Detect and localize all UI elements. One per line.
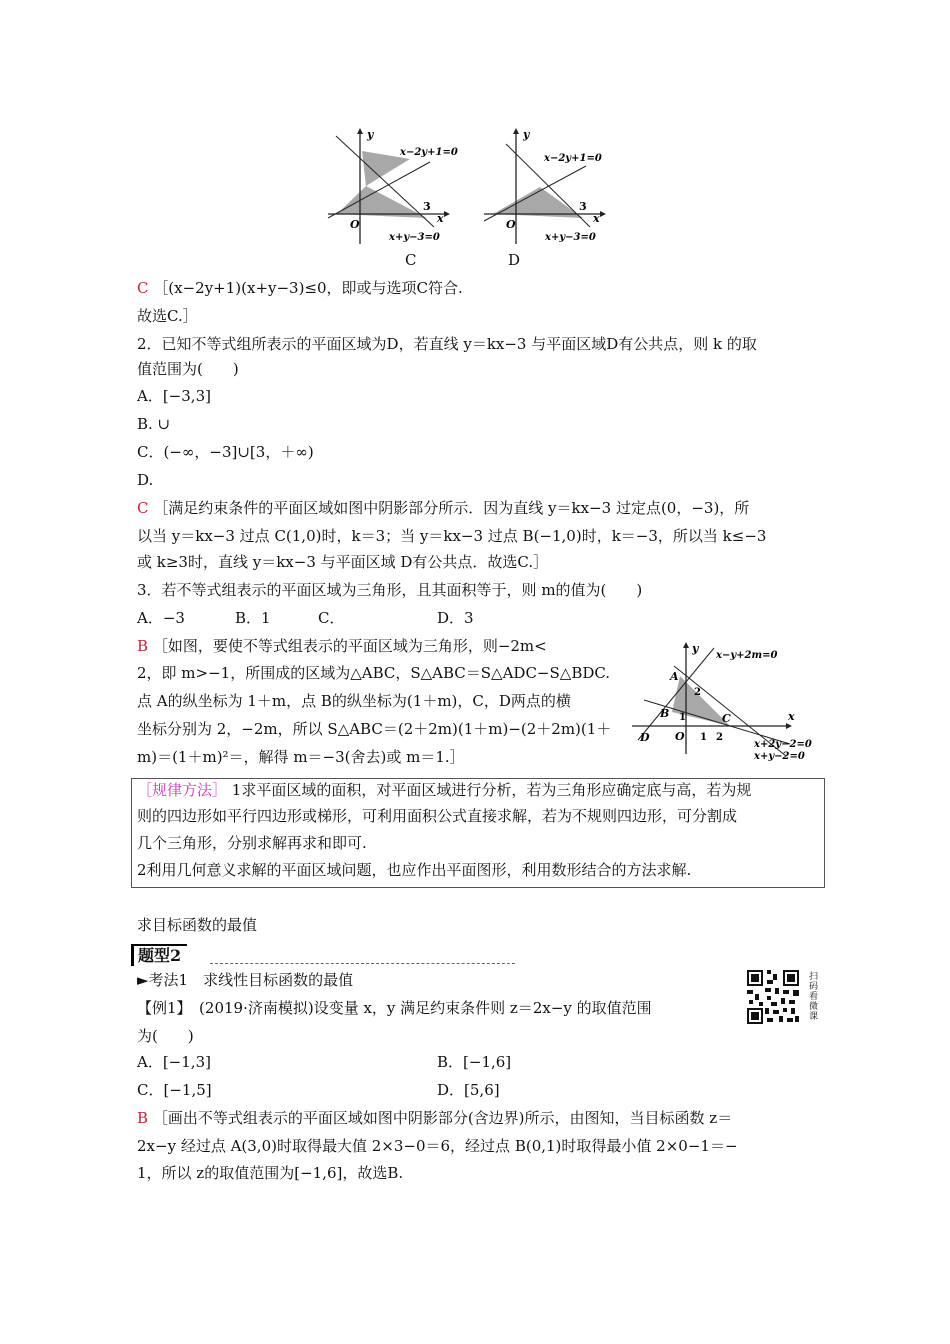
answer-3-line1 [137, 636, 547, 656]
divider [210, 963, 515, 964]
fig-abc-point-d: D [640, 731, 650, 744]
fig-c-caption: C [405, 251, 417, 269]
fig-d-y-label: y [523, 128, 530, 141]
section-title: 求目标函数的最值 [137, 916, 258, 934]
question-2-line1: 2．已知不等式组所表示的平面区域为D，若直线 y＝kx−3 与平面区域D有公共点，则 k 的取 [137, 335, 757, 353]
fig-d-line2-label: x+y−3=0 [545, 232, 596, 243]
fig-abc-eq1: x−y+2m=0 [716, 650, 778, 661]
example-1-line1: 【例1】 (2019·济南模拟)设变量 x，y 满足约束条件则 z＝2x−y 的取值范围 [137, 999, 652, 1017]
example-1-line2: 为( ) [137, 1027, 194, 1045]
example-1-option-c: C．[−1,5] [137, 1081, 212, 1099]
example-1-option-a: A．[−1,3] [137, 1053, 211, 1071]
region-c-lower [337, 186, 427, 218]
question-2-option-a: A．[−3,3] [137, 387, 211, 405]
fig-c-line2-label: x+y−3=0 [389, 232, 440, 243]
fig-abc-point-a: A [670, 670, 679, 683]
answer-1-end: 故选C.］ [137, 307, 198, 325]
fig-c-y-label: y [367, 128, 374, 141]
answer-3-line3: 点 A的纵坐标为 1＋m，点 B的纵坐标为(1＋m)，C，D两点的横 [137, 692, 571, 710]
qr-caption: 扫码看微课 [807, 971, 817, 1021]
answer-3-line4: 坐标分别为 2，−2m，所以 S△ABC＝(2＋2m)(1＋m)−(2＋2m)(1＋ [137, 720, 612, 738]
answer-2-line1 [137, 498, 749, 518]
answer-4-tag: B [137, 1109, 149, 1127]
example-1-option-d: D．[5,6] [437, 1081, 500, 1099]
fig-abc-tick-y1: 1 [679, 712, 686, 723]
method-text-1: 1求平面区域的面积，对平面区域进行分析，若为三角形应确定底与高，若为规 [231, 781, 752, 799]
answer-4-line2: 2x−y 经过点 A(3,0)时取得最大值 2×3−0＝6，经过点 B(0,1)时取得最小值 2×0−1＝− [137, 1137, 738, 1155]
method-line1 [137, 780, 751, 800]
figure-option-c [322, 126, 458, 248]
question-2-option-d: D. [137, 471, 154, 489]
method-heading: ►考法1 求线性目标函数的最值 [137, 971, 354, 989]
fig-d-three: 3 [579, 200, 587, 213]
fig-abc-point-c: C [722, 712, 731, 725]
answer-3-line2: 2，即 m>−1，所围成的区域为△ABC，S△ABC＝S△ADC−S△BDC. [137, 664, 611, 682]
answer-3-text: ［如图，要使不等式组表示的平面区域为三角形，则−2m< [152, 637, 547, 655]
method-tag: ［规律方法］ [137, 781, 228, 799]
qr-code-icon[interactable] [745, 968, 801, 1026]
answer-4-line1 [137, 1108, 732, 1128]
figure-option-d [478, 126, 608, 248]
question-2-option-c: C．(−∞，−3]∪[3，＋∞) [137, 443, 314, 461]
fig-abc-eq3: x+y−2=0 [754, 751, 805, 762]
question-3-option-a: A．−3 [137, 609, 185, 627]
fig-abc-point-b: B [660, 707, 670, 720]
question-2-option-b: B. ∪ [137, 415, 171, 433]
fig-abc-eq2: x+2y−2=0 [754, 739, 812, 750]
fig-abc-x-label: x [788, 710, 795, 723]
answer-1 [137, 278, 463, 298]
fig-d-origin: O [506, 218, 516, 231]
question-3-option-d: D．3 [437, 609, 474, 627]
fig-c-origin: O [350, 218, 360, 231]
answer-1-text: ［(x−2y+1)(x+y−3)≤0，即或与选项C符合. [153, 279, 463, 297]
question-type-badge: 题型2 [131, 944, 187, 966]
figure-triangle-abc [630, 640, 820, 760]
fig-abc-tick-y2: 2 [694, 687, 701, 698]
answer-1-tag: C [137, 279, 149, 297]
fig-abc-tick-x1: 1 [700, 732, 707, 743]
answer-3-line5: m)＝(1＋m)²＝，解得 m＝−3(舍去)或 m＝1.］ [137, 748, 465, 766]
fig-c-line1-label: x−2y+1=0 [400, 147, 458, 158]
answer-4-text: ［画出不等式组表示的平面区域如图中阴影部分(含边界)所示，由图知，当目标函数 z＝ [152, 1109, 733, 1127]
answer-4-line3: 1，所以 z的取值范围为[−1,6]，故选B. [137, 1164, 404, 1182]
fig-abc-tick-x2: 2 [716, 732, 723, 743]
answer-2-line2: 以当 y＝kx−3 过点 C(1,0)时，k＝3；当 y＝kx−3 过点 B(−1,0)时，k＝−3，所以当 k≤−3 [137, 527, 767, 545]
answer-3-tag: B [137, 637, 149, 655]
question-3: 3．若不等式组表示的平面区域为三角形，且其面积等于，则 m的值为( ) [137, 581, 643, 599]
fig-d-x-label: x [593, 212, 600, 225]
fig-d-caption: D [508, 251, 521, 269]
method-line4: 2利用几何意义求解的平面区域问题，也应作出平面图形，利用数形结合的方法求解. [137, 861, 692, 879]
answer-2-tag: C [137, 499, 149, 517]
method-line2: 则的四边形如平行四边形或梯形，可利用面积公式直接求解，若为不规则四边形，可分割成 [137, 807, 738, 825]
fig-abc-origin: O [675, 730, 685, 743]
fig-c-three: 3 [423, 200, 431, 213]
question-3-option-b: B．1 [235, 609, 271, 627]
fig-d-line1-label: x−2y+1=0 [544, 153, 602, 164]
example-1-option-b: B．[−1,6] [437, 1053, 512, 1071]
question-3-option-c: C． [318, 609, 345, 627]
fig-abc-y-label: y [692, 642, 699, 655]
method-line3: 几个三角形，分别求解再求和即可. [137, 834, 367, 852]
question-2-line2: 值范围为( ) [137, 360, 239, 378]
answer-2-text: ［满足约束条件的平面区域如图中阴影部分所示．因为直线 y＝kx−3 过定点(0，−3)，所 [153, 499, 750, 517]
fig-c-x-label: x [437, 212, 444, 225]
answer-2-line3: 或 k≥3时，直线 y＝kx−3 与平面区域 D有公共点．故选C.］ [137, 553, 549, 571]
